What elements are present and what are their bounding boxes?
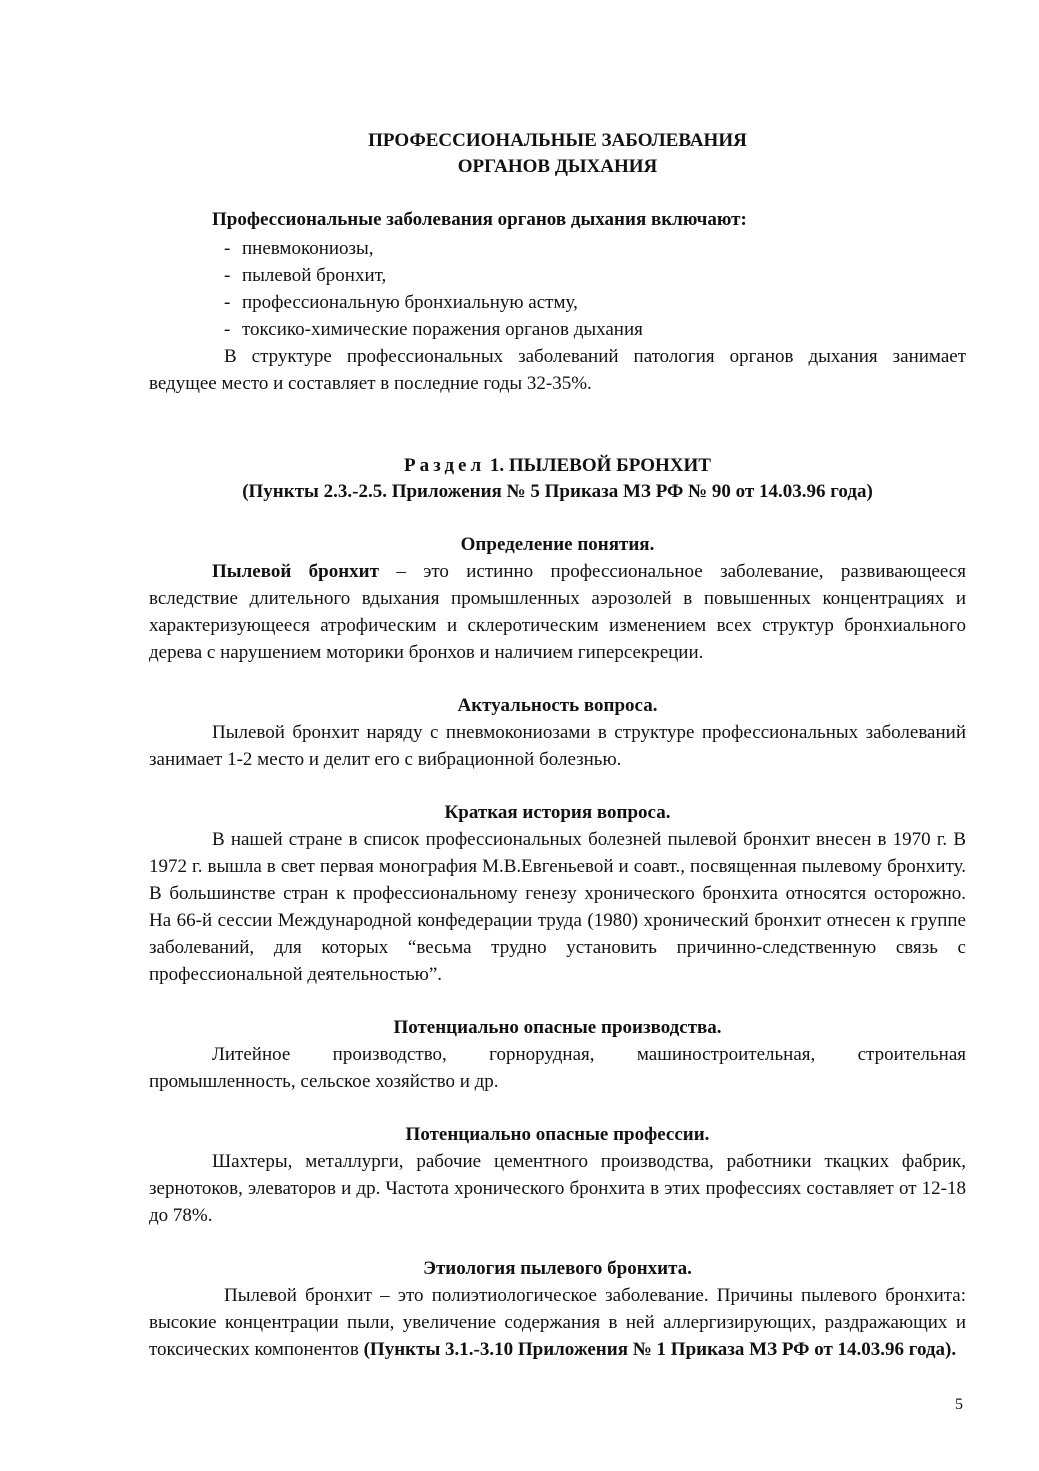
intro-paragraph: В структуре профессиональных заболеваний патология органов дыхания занимает ведущее место и составляет в последние годы 32-35%.: [149, 346, 966, 394]
definition-text: – это истинно профессиональное заболевание, развивающееся вследствие длительного вдыхания промышленных аэрозолей в повышенных концентрациях и характеризующееся атрофическим и склеротическим изменением всех структур бронхиального дерева с нарушением моторики бронхов и наличием гиперсекреции.: [149, 561, 966, 663]
page-content: [149, 128, 966, 1363]
history-paragraph: В нашей стране в список профессиональных болезней пылевой бронхит внесен в 1970 г. В 1972 г. вышла в свет первая монография М.В.Евгеньевой и соавт., посвященная пылевому бронхиту. В большинстве стран к профессиональному генезу хронического бронхита относятся осторожно. На 66-й сессии Международной конфедерации труда (1980) хронический бронхит отнесен к группе заболеваний, для которых “весьма трудно установить причинно-следственную связь с профессиональной деятельностью”.: [149, 829, 966, 985]
list-item-text: профессиональную бронхиальную астму,: [242, 292, 578, 313]
relevance-paragraph: Пылевой бронхит наряду с пневмокониозами в структуре профессиональных заболеваний занимает 1-2 место и делит его с вибрационной болезнью.: [149, 722, 966, 770]
section-subtitle: (Пункты 2.3.-2.5. Приложения № 5 Приказа МЗ РФ № 90 от 14.03.96 года): [242, 481, 873, 502]
section-heading: [149, 453, 966, 505]
list-item: - токсико-химические поражения органов дыхания: [224, 319, 643, 340]
document-title: [149, 128, 966, 180]
professions-paragraph: Шахтеры, металлурги, рабочие цементного производства, работники ткацких фабрик, зернотоков, элеваторов и др. Частота хронического бронхита в этих профессиях составляет от 12-18 до 78%.: [149, 1151, 966, 1226]
history-heading: Краткая история вопроса.: [444, 802, 671, 823]
etiology-paragraph: [149, 1282, 966, 1363]
etiology-reference: (Пункты 3.1.-3.10 Приложения № 1 Приказа МЗ РФ от 14.03.96 года).: [363, 1339, 957, 1360]
definition-paragraph: [149, 558, 966, 666]
list-item-text: пылевой бронхит,: [242, 265, 387, 286]
list-item: - пылевой бронхит,: [224, 265, 387, 286]
list-item-text: токсико-химические поражения органов дыхания: [242, 319, 643, 340]
section-title-line: [149, 453, 966, 479]
relevance-heading: Актуальность вопроса.: [457, 695, 658, 716]
list-item: - пневмокониозы,: [224, 238, 374, 259]
industries-heading: Потенциально опасные производства.: [393, 1017, 722, 1038]
definition-term: Пылевой бронхит: [212, 561, 379, 582]
list-item: - профессиональную бронхиальную астму,: [224, 292, 578, 313]
list-item-text: пневмокониозы,: [242, 238, 374, 259]
etiology-heading: Этиология пылевого бронхита.: [423, 1258, 692, 1279]
section-title: 1. ПЫЛЕВОЙ БРОНХИТ: [485, 455, 711, 476]
document-title-line-2: ОРГАНОВ ДЫХАНИЯ: [457, 156, 658, 177]
intro-lead: Профессиональные заболевания органов дыхания включают:: [212, 209, 747, 230]
definition-heading: Определение понятия.: [460, 534, 655, 555]
professions-heading: Потенциально опасные профессии.: [405, 1124, 710, 1145]
industries-paragraph: Литейное производство, горнорудная, машиностроительная, строительная промышленность, сельское хозяйство и др.: [149, 1044, 966, 1092]
page-number: 5: [955, 1396, 963, 1413]
etiology-text: Пылевой бронхит – это полиэтиологическое заболевание. Причины пылевого бронхита: высокие концентрации пыли, увеличение содержания в ней аллергизирующих, раздражающих и токсических компонентов: [149, 1285, 966, 1360]
section-prefix: Раздел: [404, 455, 486, 476]
document-title-line-1: ПРОФЕССИОНАЛЬНЫЕ ЗАБОЛЕВАНИЯ: [368, 130, 747, 151]
intro-list: [149, 235, 966, 343]
